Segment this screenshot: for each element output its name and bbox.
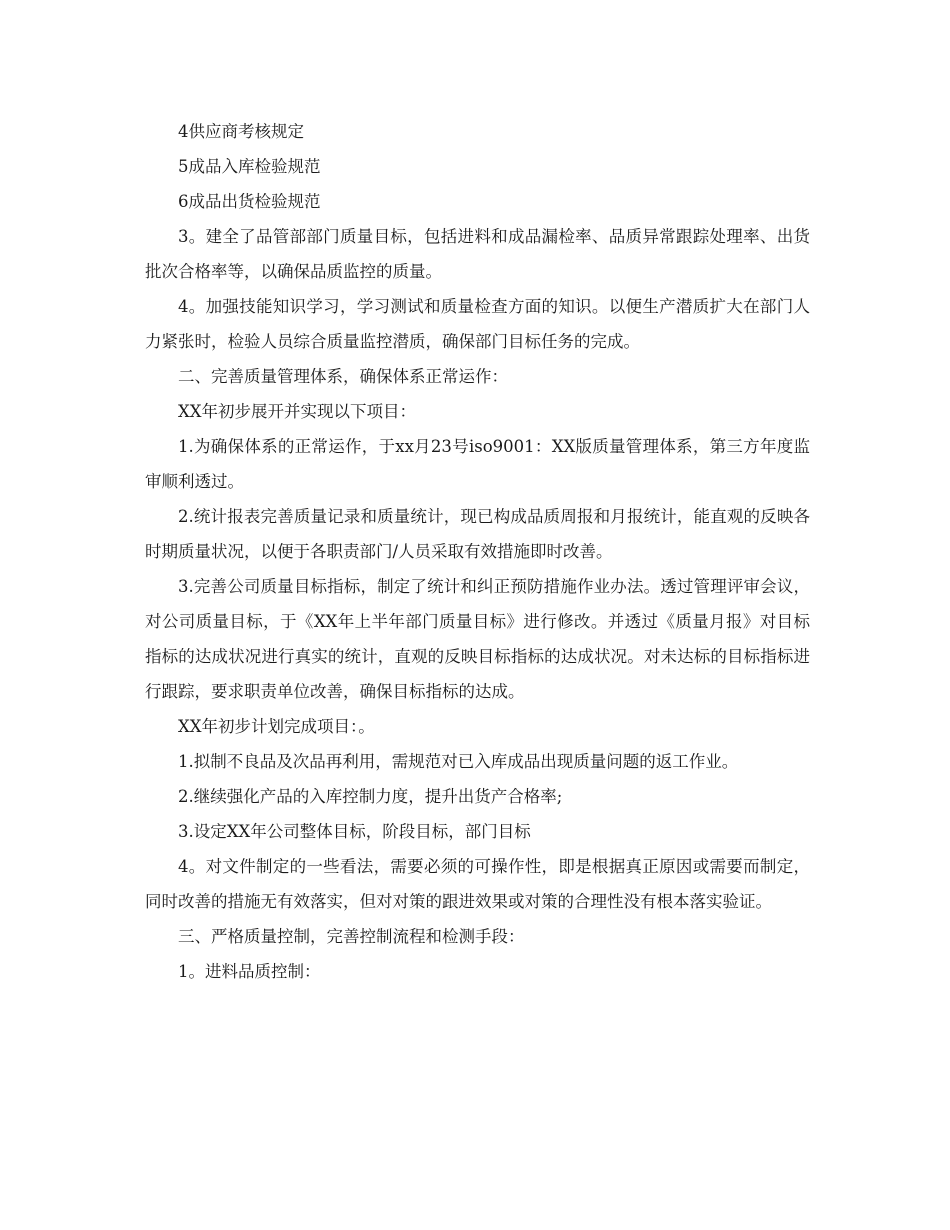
- paragraph: 1.拟制不良品及次品再利用，需规范对已入库成品出现质量问题的返工作业。: [178, 752, 739, 771]
- paragraph: 5成品入库检验规范: [178, 157, 321, 176]
- paragraph: 4供应商考核规定: [178, 122, 304, 141]
- section-heading: 三、严格质量控制，完善控制流程和检测手段：: [178, 927, 525, 946]
- paragraph: 6成品出货检验规范: [178, 192, 321, 211]
- paragraph: 2.统计报表完善质量记录和质量统计，现已构成品质周报和月报统计，能直观的反映各时期质量状况，以便于各职责部门/人员采取有效措施即时改善。: [145, 507, 810, 561]
- paragraph: 3.设定XX年公司整体目标，阶段目标，部门目标: [178, 822, 531, 841]
- document-body: [145, 114, 810, 989]
- paragraph: 1。进料品质控制：: [178, 962, 321, 981]
- paragraph: XX年初步展开并实现以下项目：: [178, 402, 416, 421]
- paragraph: 3.完善公司质量目标指标，制定了统计和纠正预防措施作业办法。透过管理评审会议，对公司质量目标，于《XX年上半年部门质量目标》进行修改。并透过《质量月报》对目标指标的达成状况进行真实的统计，直观的反映目标指标的达成状况。对未达标的目标指标进行跟踪，要求职责单位改善，确保目标指标的达成。: [145, 577, 810, 701]
- paragraph: 3。建全了品管部部门质量目标，包括进料和成品漏检率、品质异常跟踪处理率、出货批次合格率等，以确保品质监控的质量。: [145, 227, 810, 281]
- section-heading: 二、完善质量管理体系，确保体系正常运作：: [178, 367, 508, 386]
- paragraph: XX年初步计划完成项目：。: [178, 717, 375, 736]
- paragraph: 1.为确保体系的正常运作，于xx月23号iso9001：XX版质量管理体系，第三方年度监审顺利透过。: [145, 437, 810, 491]
- paragraph: 2.继续强化产品的入库控制力度，提升出货产合格率;: [178, 787, 563, 806]
- paragraph: 4。加强技能知识学习，学习测试和质量检查方面的知识。以便生产潜质扩大在部门人力紧张时，检验人员综合质量监控潜质，确保部门目标任务的完成。: [145, 297, 810, 351]
- paragraph: 4。对文件制定的一些看法，需要必须的可操作性，即是根据真正原因或需要而制定，同时改善的措施无有效落实，但对对策的跟进效果或对策的合理性没有根本落实验证。: [145, 857, 810, 911]
